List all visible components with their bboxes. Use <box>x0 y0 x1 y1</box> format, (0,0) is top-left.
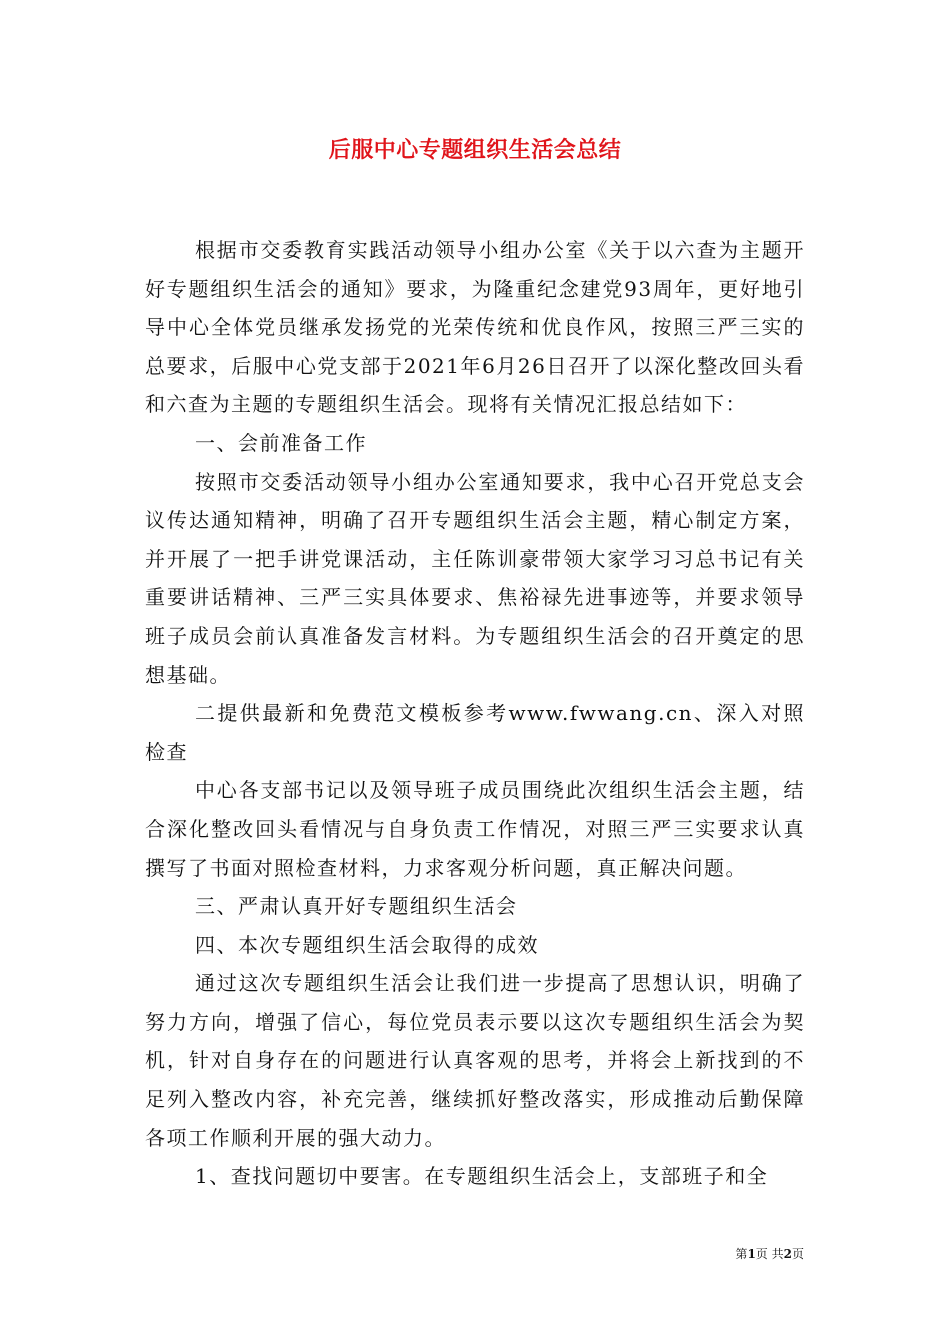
section-heading-1: 一、会前准备工作 <box>195 430 367 455</box>
section-heading-2: 二提供最新和免费范文模板参考www.fwwang.cn、深入对照检查 <box>145 701 805 764</box>
footer-current-page: 1 <box>747 1247 756 1261</box>
footer-suffix: 页 <box>791 1247 804 1261</box>
paragraph-section-4: 通过这次专题组织生活会让我们进一步提高了思想认识，明确了努力方向，增强了信心，每位党员表示要以这次专题组织生活会为契机，针对自身存在的问题进行认真客观的思考，并将会上新找到的不足列入整改内容，补充完善，继续抓好整改落实，形成推动后勤保障各项工作顺利开展的强大动力。 <box>145 971 805 1150</box>
section-heading-4: 四、本次专题组织生活会取得的成效 <box>195 932 539 957</box>
page-title: 后服中心专题组织生活会总结 <box>328 137 622 163</box>
footer-prefix: 第 <box>735 1247 748 1261</box>
page-number-footer <box>735 1246 804 1262</box>
footer-middle: 页 共 <box>755 1247 784 1261</box>
footer-total-pages: 2 <box>783 1247 792 1261</box>
paragraph-intro: 根据市交委教育实践活动领导小组办公室《关于以六查为主题开好专题组织生活会的通知》要求，为隆重纪念建党93周年，更好地引导中心全体党员继承发扬党的光荣传统和优良作风，按照三严三实的总要求，后服中心党支部于2021年6月26日召开了以深化整改回头看和六查为主题的专题组织生活会。现将有关情况汇报总结如下： <box>145 238 805 417</box>
paragraph-section-2: 中心各支部书记以及领导班子成员围绕此次组织生活会主题，结合深化整改回头看情况与自身负责工作情况，对照三严三实要求认真撰写了书面对照检查材料，力求客观分析问题，真正解决问题。 <box>145 778 805 880</box>
document-body <box>145 231 805 1196</box>
paragraph-item-1: 1、查找问题切中要害。在专题组织生活会上，支部班子和全 <box>195 1164 769 1189</box>
paragraph-section-1: 按照市交委活动领导小组办公室通知要求，我中心召开党总支会议传达通知精神，明确了召开专题组织生活会主题，精心制定方案，并开展了一把手讲党课活动，主任陈训豪带领大家学习习总书记有关重要讲话精神、三严三实具体要求、焦裕禄先进事迹等，并要求领导班子成员会前认真准备发言材料。为专题组织生活会的召开奠定的思想基础。 <box>145 469 805 687</box>
section-heading-3: 三、严肃认真开好专题组织生活会 <box>195 894 518 919</box>
